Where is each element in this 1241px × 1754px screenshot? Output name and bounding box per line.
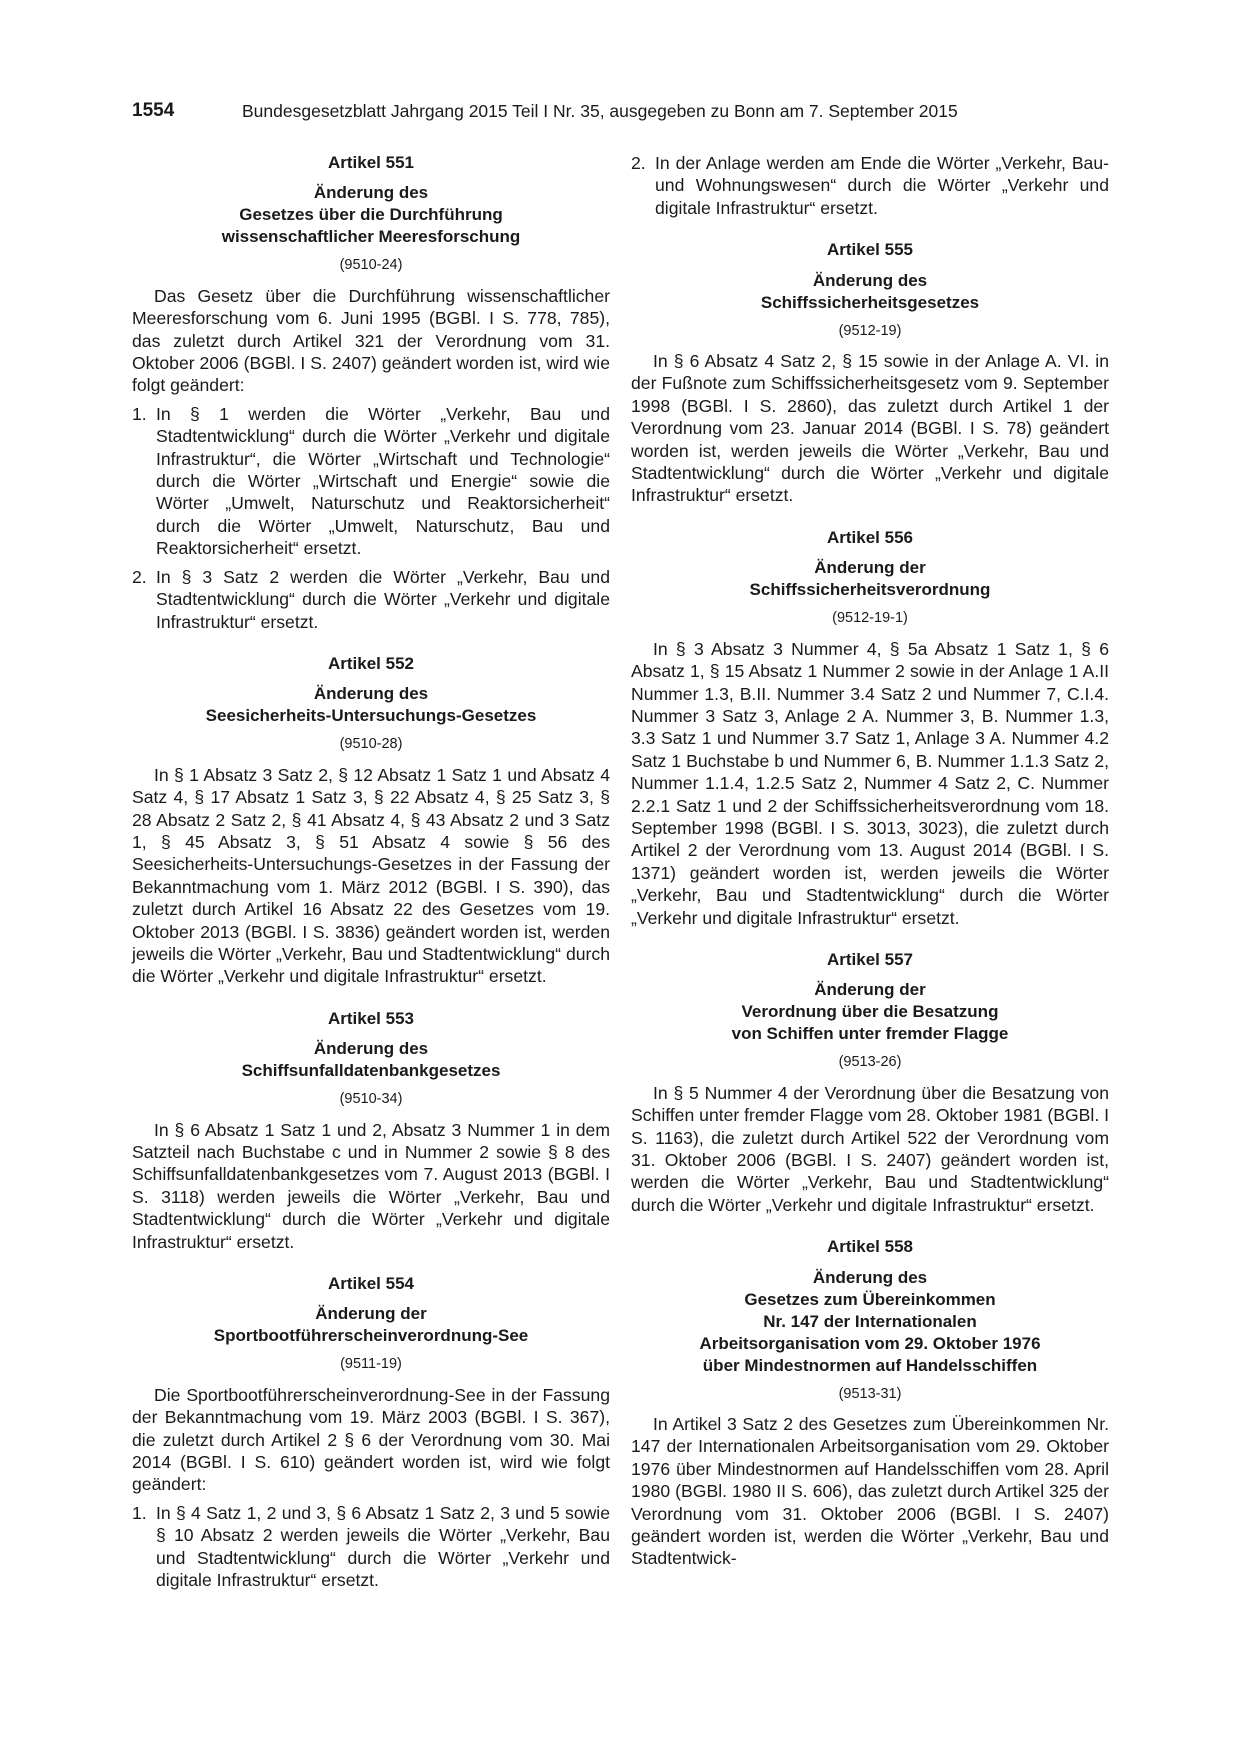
article-number: Artikel 551 (328, 153, 414, 172)
article-title-line: Verordnung über die Besatzung (741, 1002, 999, 1022)
article-title-line: Änderung des (812, 1267, 928, 1287)
article-title (132, 1303, 610, 1347)
article-intro: Die Sportbootführerscheinverordnung-See in der Fassung der Bekanntmachung vom 19. März 2003 (BGBl. I S. 367), die zuletzt durch Artikel 2 § 6 der Verordnung vom 30. Mai 2014 (BGBl. I S. 610) geändert worden ist, wird wie folgt geändert: (132, 1384, 610, 1495)
item-number: 1. (132, 1502, 147, 1523)
item-text: In der Anlage werden am Ende die Wörter „Verkehr, Bau- und Wohnungswesen“ durch die Wörter „Verkehr und digitale Infrastruktur“ ersetzt. (655, 153, 1109, 218)
fna-number: (9511-19) (340, 1356, 402, 1373)
item-number: 2. (132, 566, 147, 587)
item-number: 2. (631, 153, 646, 173)
article-title (631, 270, 1109, 314)
article-number: Artikel 553 (328, 1008, 414, 1028)
article-555 (631, 239, 1109, 507)
fna-number: (9512-19) (838, 322, 902, 339)
item-text: In § 1 werden die Wörter „Verkehr, Bau und Stadtentwicklung“ durch die Wörter „Verkehr und digitale Infrastruktur“, die Wörter „Wirtschaft und Technologie“ durch die Wörter „Wirtschaft und Energie“ sowie die Wörter „Umwelt, Naturschutz und Reaktorsicherheit“ durch die Wörter „Umwelt, Naturschutz, Bau und Reaktorsicherheit“ ersetzt. (156, 403, 610, 559)
fna-number: (9512-19-1) (832, 610, 908, 627)
article-556 (631, 527, 1109, 929)
article-554 (132, 1273, 610, 1591)
page-number: 1554 (132, 100, 175, 121)
article-title (631, 1267, 1109, 1377)
fna-number: (9513-31) (838, 1385, 902, 1402)
article-title-line: Änderung der (814, 980, 926, 1000)
gazette-title: Bundesgesetzblatt Jahrgang 2015 Teil I Nr. 35, ausgegeben zu Bonn am 7. September 2015 (242, 101, 958, 121)
article-text: In § 5 Nummer 4 der Verordnung über die Besatzung von Schiffen unter fremder Flagge vom 28. Oktober 1981 (BGBl. I S. 1163), die zuletzt durch Artikel 522 der Verordnung vom 31. Oktober 2006 (BGBl. I S. 2407) geändert worden ist, werden die Wörter „Verkehr, Bau und Stadtentwicklung“ durch die Wörter „Verkehr und digitale Infrastruktur“ ersetzt. (631, 1082, 1109, 1215)
article-title-line: Änderung des (313, 1039, 429, 1059)
article-title-line: wissenschaftlicher Meeresforschung (221, 227, 521, 247)
article-title-line: von Schiffen unter fremder Flagge (731, 1024, 1009, 1044)
amendment-list (132, 403, 610, 633)
article-title-line: Arbeitsorganisation vom 29. Oktober 1976 (699, 1333, 1041, 1353)
article-558 (631, 1236, 1109, 1570)
article-text: In Artikel 3 Satz 2 des Gesetzes zum Übereinkommen Nr. 147 der Internationalen Arbeitsorganisation vom 29. Oktober 1976 über Mindestnormen auf Handelsschiffen vom 28. April 1980 (BGBl. 1980 II S. 606), das zuletzt durch Artikel 325 der Verordnung vom 31. Oktober 2006 (BGBl. I S. 2407) geändert worden ist, werden die Wörter „Verkehr, Bau und Stadtentwick- (631, 1414, 1109, 1569)
list-item (132, 403, 610, 560)
article-text: In § 1 Absatz 3 Satz 2, § 12 Absatz 1 Satz 1 und Absatz 4 Satz 4, § 17 Absatz 1 Satz 3, § 22 Absatz 4, § 25 Satz 3, § 28 Absatz 2 Satz 2, § 41 Absatz 4, § 43 Absatz 2 und 3 Satz 1, § 45 Absatz 3, § 51 Absatz 4 sowie § 56 des Seesicherheits-Untersuchungs-Gesetzes in der Fassung der Bekanntmachung vom 1. März 2012 (BGBl. I S. 390), das zuletzt durch Artikel 16 Absatz 22 des Gesetzes vom 19. Oktober 2013 (BGBl. I S. 3836) geändert worden ist, werden jeweils die Wörter „Verkehr, Bau und Stadtentwicklung“ durch die Wörter „Verkehr und digitale Infrastruktur“ ersetzt. (132, 764, 610, 987)
article-number: Artikel 554 (328, 1274, 414, 1294)
list-item (132, 1502, 610, 1592)
article-title-line: Schiffssicherheitsverordnung (749, 580, 991, 600)
item-text: In § 4 Satz 1, 2 und 3, § 6 Absatz 1 Satz 2, 3 und 5 sowie § 10 Absatz 2 werden jeweils die Wörter „Verkehr, Bau und Stadtentwicklung“ durch die Wörter „Verkehr und digitale Infrastruktur“ ersetzt. (156, 1502, 610, 1591)
article-title-line: Änderung des (812, 270, 928, 290)
fna-number: (9510-28) (339, 736, 403, 753)
article-title-line: Sportbootführerscheinverordnung-See (213, 1326, 529, 1346)
article-title-line: Änderung der (315, 1304, 427, 1324)
right-column (631, 152, 1109, 1590)
article-title-line: Änderung des (313, 684, 429, 704)
article-551 (132, 152, 610, 633)
article-title-line: Nr. 147 der Internationalen (763, 1311, 977, 1331)
article-553 (132, 1008, 610, 1253)
article-title (132, 683, 610, 727)
item-text: In § 3 Satz 2 werden die Wörter „Verkehr, Bau und Stadtentwicklung“ durch die Wörter „Verkehr und digitale Infrastruktur“ ersetzt. (156, 566, 610, 632)
list-item (132, 566, 610, 633)
article-number: Artikel 555 (827, 240, 913, 260)
amendment-list (631, 152, 1109, 219)
article-intro: Das Gesetz über die Durchführung wissenschaftlicher Meeresforschung vom 6. Juni 1995 (BGBl. I S. 778, 785), das zuletzt durch Artikel 321 der Verordnung vom 31. Oktober 2006 (BGBl. I S. 2407) geändert worden ist, wird wie folgt geändert: (132, 285, 610, 396)
article-number: Artikel 557 (827, 949, 913, 969)
article-557 (631, 949, 1109, 1216)
fna-number: (9510-34) (339, 1091, 403, 1108)
article-number: Artikel 556 (827, 527, 913, 547)
article-title-line: Gesetzes zum Übereinkommen (744, 1289, 996, 1309)
fna-number: (9510-24) (339, 257, 403, 274)
article-title-line: Schiffsunfalldatenbankgesetzes (241, 1061, 501, 1081)
article-text: In § 6 Absatz 4 Satz 2, § 15 sowie in der Anlage A. VI. in der Fußnote zum Schiffssicherheitsgesetz vom 9. September 1998 (BGBl. I S. 2860), das zuletzt durch Artikel 1 der Verordnung vom 23. Januar 2014 (BGBl. I S. 78) geändert worden ist, werden jeweils die Wörter „Verkehr, Bau und Stadtentwicklung“ durch die Wörter „Verkehr und digitale Infrastruktur“ ersetzt. (631, 351, 1109, 506)
item-number: 1. (132, 403, 147, 424)
article-title (132, 182, 610, 248)
article-552 (132, 653, 610, 988)
article-title-line: Änderung des (313, 183, 429, 203)
article-title-line: Gesetzes über die Durchführung (239, 205, 503, 225)
left-column (132, 152, 610, 1612)
fna-number: (9513-26) (838, 1054, 902, 1071)
article-title-line: über Mindestnormen auf Handelsschiffen (702, 1355, 1038, 1375)
article-title (631, 557, 1109, 601)
article-title-line: Änderung der (814, 558, 926, 578)
article-number: Artikel 552 (328, 653, 414, 673)
article-title-line: Schiffssicherheitsgesetzes (760, 292, 980, 312)
article-text: In § 6 Absatz 1 Satz 1 und 2, Absatz 3 Nummer 1 in dem Satzteil nach Buchstabe c und in Nummer 2 sowie § 8 des Schiffsunfalldatenbankgesetzes vom 7. August 2013 (BGBl. I S. 3118) werden jeweils die Wörter „Verkehr, Bau und Stadtentwicklung“ durch die Wörter „Verkehr und digitale Infrastruktur“ ersetzt. (132, 1119, 610, 1252)
page-header (132, 100, 1112, 122)
article-554-continued (631, 152, 1109, 219)
article-text: In § 3 Absatz 3 Nummer 4, § 5a Absatz 1 Satz 1, § 6 Absatz 1, § 15 Absatz 1 Nummer 2 sowie in der Anlage 1 A.II Nummer 1.3, B.II. Nummer 3.4 Satz 2 und Nummer 7, C.I.4. Nummer 3 Satz 3, Anlage 2 A. Nummer 3, B. Nummer 1.3, 3.3 Satz 1 und Nummer 3.7 Satz 1, Anlage 3 A. Nummer 4.2 Satz 1 Buchstabe b und Nummer 6, B. Nummer 1.1.3 Satz 2, Nummer 1.1.4, 1.2.5 Satz 2, Nummer 4 Satz 2, C. Nummer 2.2.1 Satz 1 und 2 der Schiffssicherheitsverordnung vom 18. September 1998 (BGBl. I S. 3013, 3023), die zuletzt durch Artikel 2 der Verordnung vom 13. August 2014 (BGBl. I S. 1371) geändert worden ist, werden jeweils die Wörter „Verkehr, Bau und Stadtentwicklung“ durch die Wörter „Verkehr und digitale Infrastruktur“ ersetzt. (631, 638, 1109, 928)
article-title (631, 979, 1109, 1045)
amendment-list (132, 1502, 610, 1592)
article-title-line: Seesicherheits-Untersuchungs-Gesetzes (205, 706, 537, 726)
article-title (132, 1038, 610, 1082)
article-number: Artikel 558 (827, 1237, 913, 1257)
list-item (631, 152, 1109, 219)
